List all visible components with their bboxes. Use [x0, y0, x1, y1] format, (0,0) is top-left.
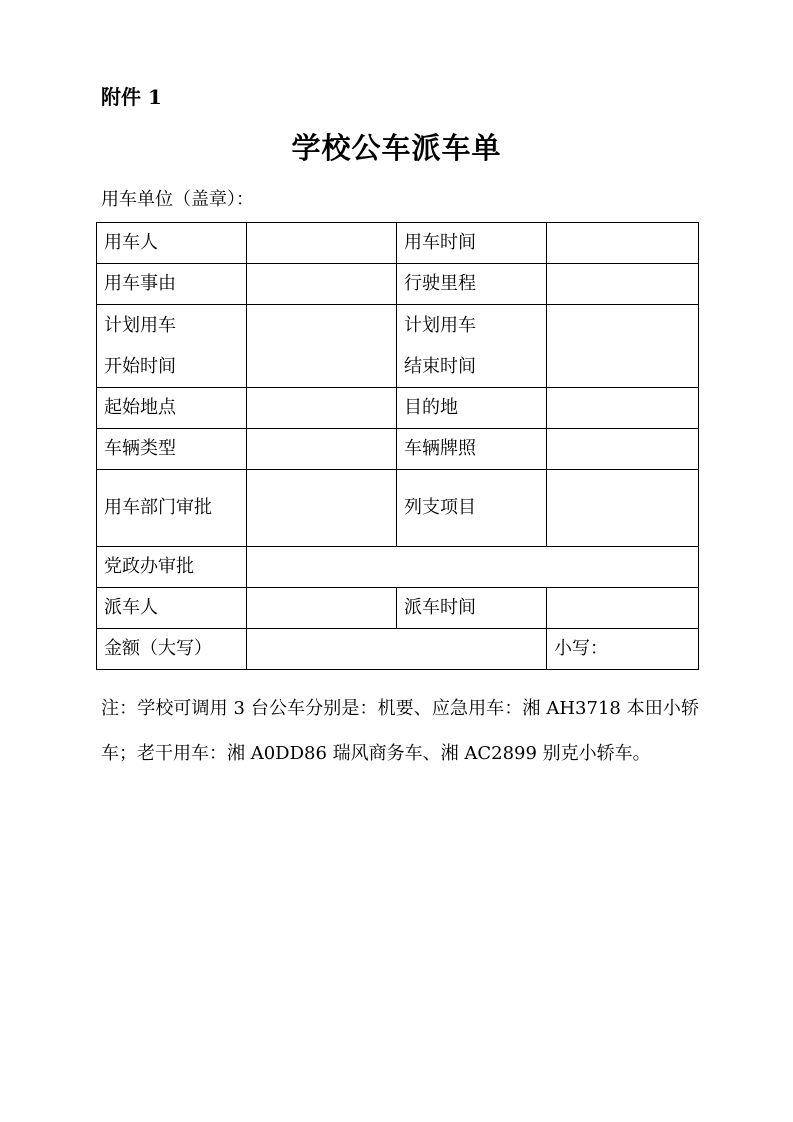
vehicle-note: 注：学校可调用 3 台公车分别是：机要、应急用车：湘 AH3718 本田小轿车；老干用车：湘 A0DD86 瑞风商务车、湘 AC2899 别克小轿车。 [101, 698, 699, 764]
table-row [97, 429, 699, 470]
office-approval-label: 党政办审批 [97, 547, 247, 588]
start-place-field[interactable] [247, 388, 397, 429]
dispatcher-field[interactable] [247, 588, 397, 629]
table-row [97, 547, 699, 588]
start-place-label: 起始地点 [97, 388, 247, 429]
table-row [97, 305, 699, 388]
table-row [97, 470, 699, 547]
table-row [97, 223, 699, 264]
amount-upper-label: 金额（大写） [97, 629, 247, 670]
destination-field[interactable] [547, 388, 699, 429]
amount-lower-field[interactable]: 小写： [547, 629, 699, 670]
table-row [97, 388, 699, 429]
unit-seal-line: 用车单位（盖章）： [101, 189, 254, 210]
expense-item-label: 列支项目 [397, 470, 547, 547]
destination-label: 目的地 [397, 388, 547, 429]
form-title: 学校公车派车单 [291, 131, 502, 165]
use-time-field[interactable] [547, 223, 699, 264]
mileage-label: 行驶里程 [397, 264, 547, 305]
dispatch-time-label: 派车时间 [397, 588, 547, 629]
amount-upper-field[interactable] [247, 629, 547, 670]
use-time-label: 用车时间 [397, 223, 547, 264]
plate-label: 车辆牌照 [397, 429, 547, 470]
user-field[interactable] [247, 223, 397, 264]
planned-start-label [97, 305, 247, 388]
user-label: 用车人 [97, 223, 247, 264]
planned-end-line-1: 计划用车 [404, 315, 476, 336]
vehicle-type-label: 车辆类型 [97, 429, 247, 470]
dept-approval-field[interactable] [247, 470, 397, 547]
planned-start-field[interactable] [247, 305, 397, 388]
table-row [97, 629, 699, 670]
planned-end-label [397, 305, 547, 388]
plate-field[interactable] [547, 429, 699, 470]
table-row [97, 588, 699, 629]
planned-end-line-2: 结束时间 [404, 356, 476, 377]
reason-field[interactable] [247, 264, 397, 305]
dept-approval-label: 用车部门审批 [97, 470, 247, 547]
planned-end-field[interactable] [547, 305, 699, 388]
table-row [97, 264, 699, 305]
mileage-field[interactable] [547, 264, 699, 305]
attachment-label: 附件 1 [101, 85, 162, 109]
planned-start-line-2: 开始时间 [104, 356, 176, 377]
dispatch-form-table [96, 222, 699, 670]
office-approval-field[interactable] [247, 547, 699, 588]
dispatch-time-field[interactable] [547, 588, 699, 629]
dispatcher-label: 派车人 [97, 588, 247, 629]
planned-start-line-1: 计划用车 [104, 315, 176, 336]
reason-label: 用车事由 [97, 264, 247, 305]
expense-item-field[interactable] [547, 470, 699, 547]
vehicle-type-field[interactable] [247, 429, 397, 470]
